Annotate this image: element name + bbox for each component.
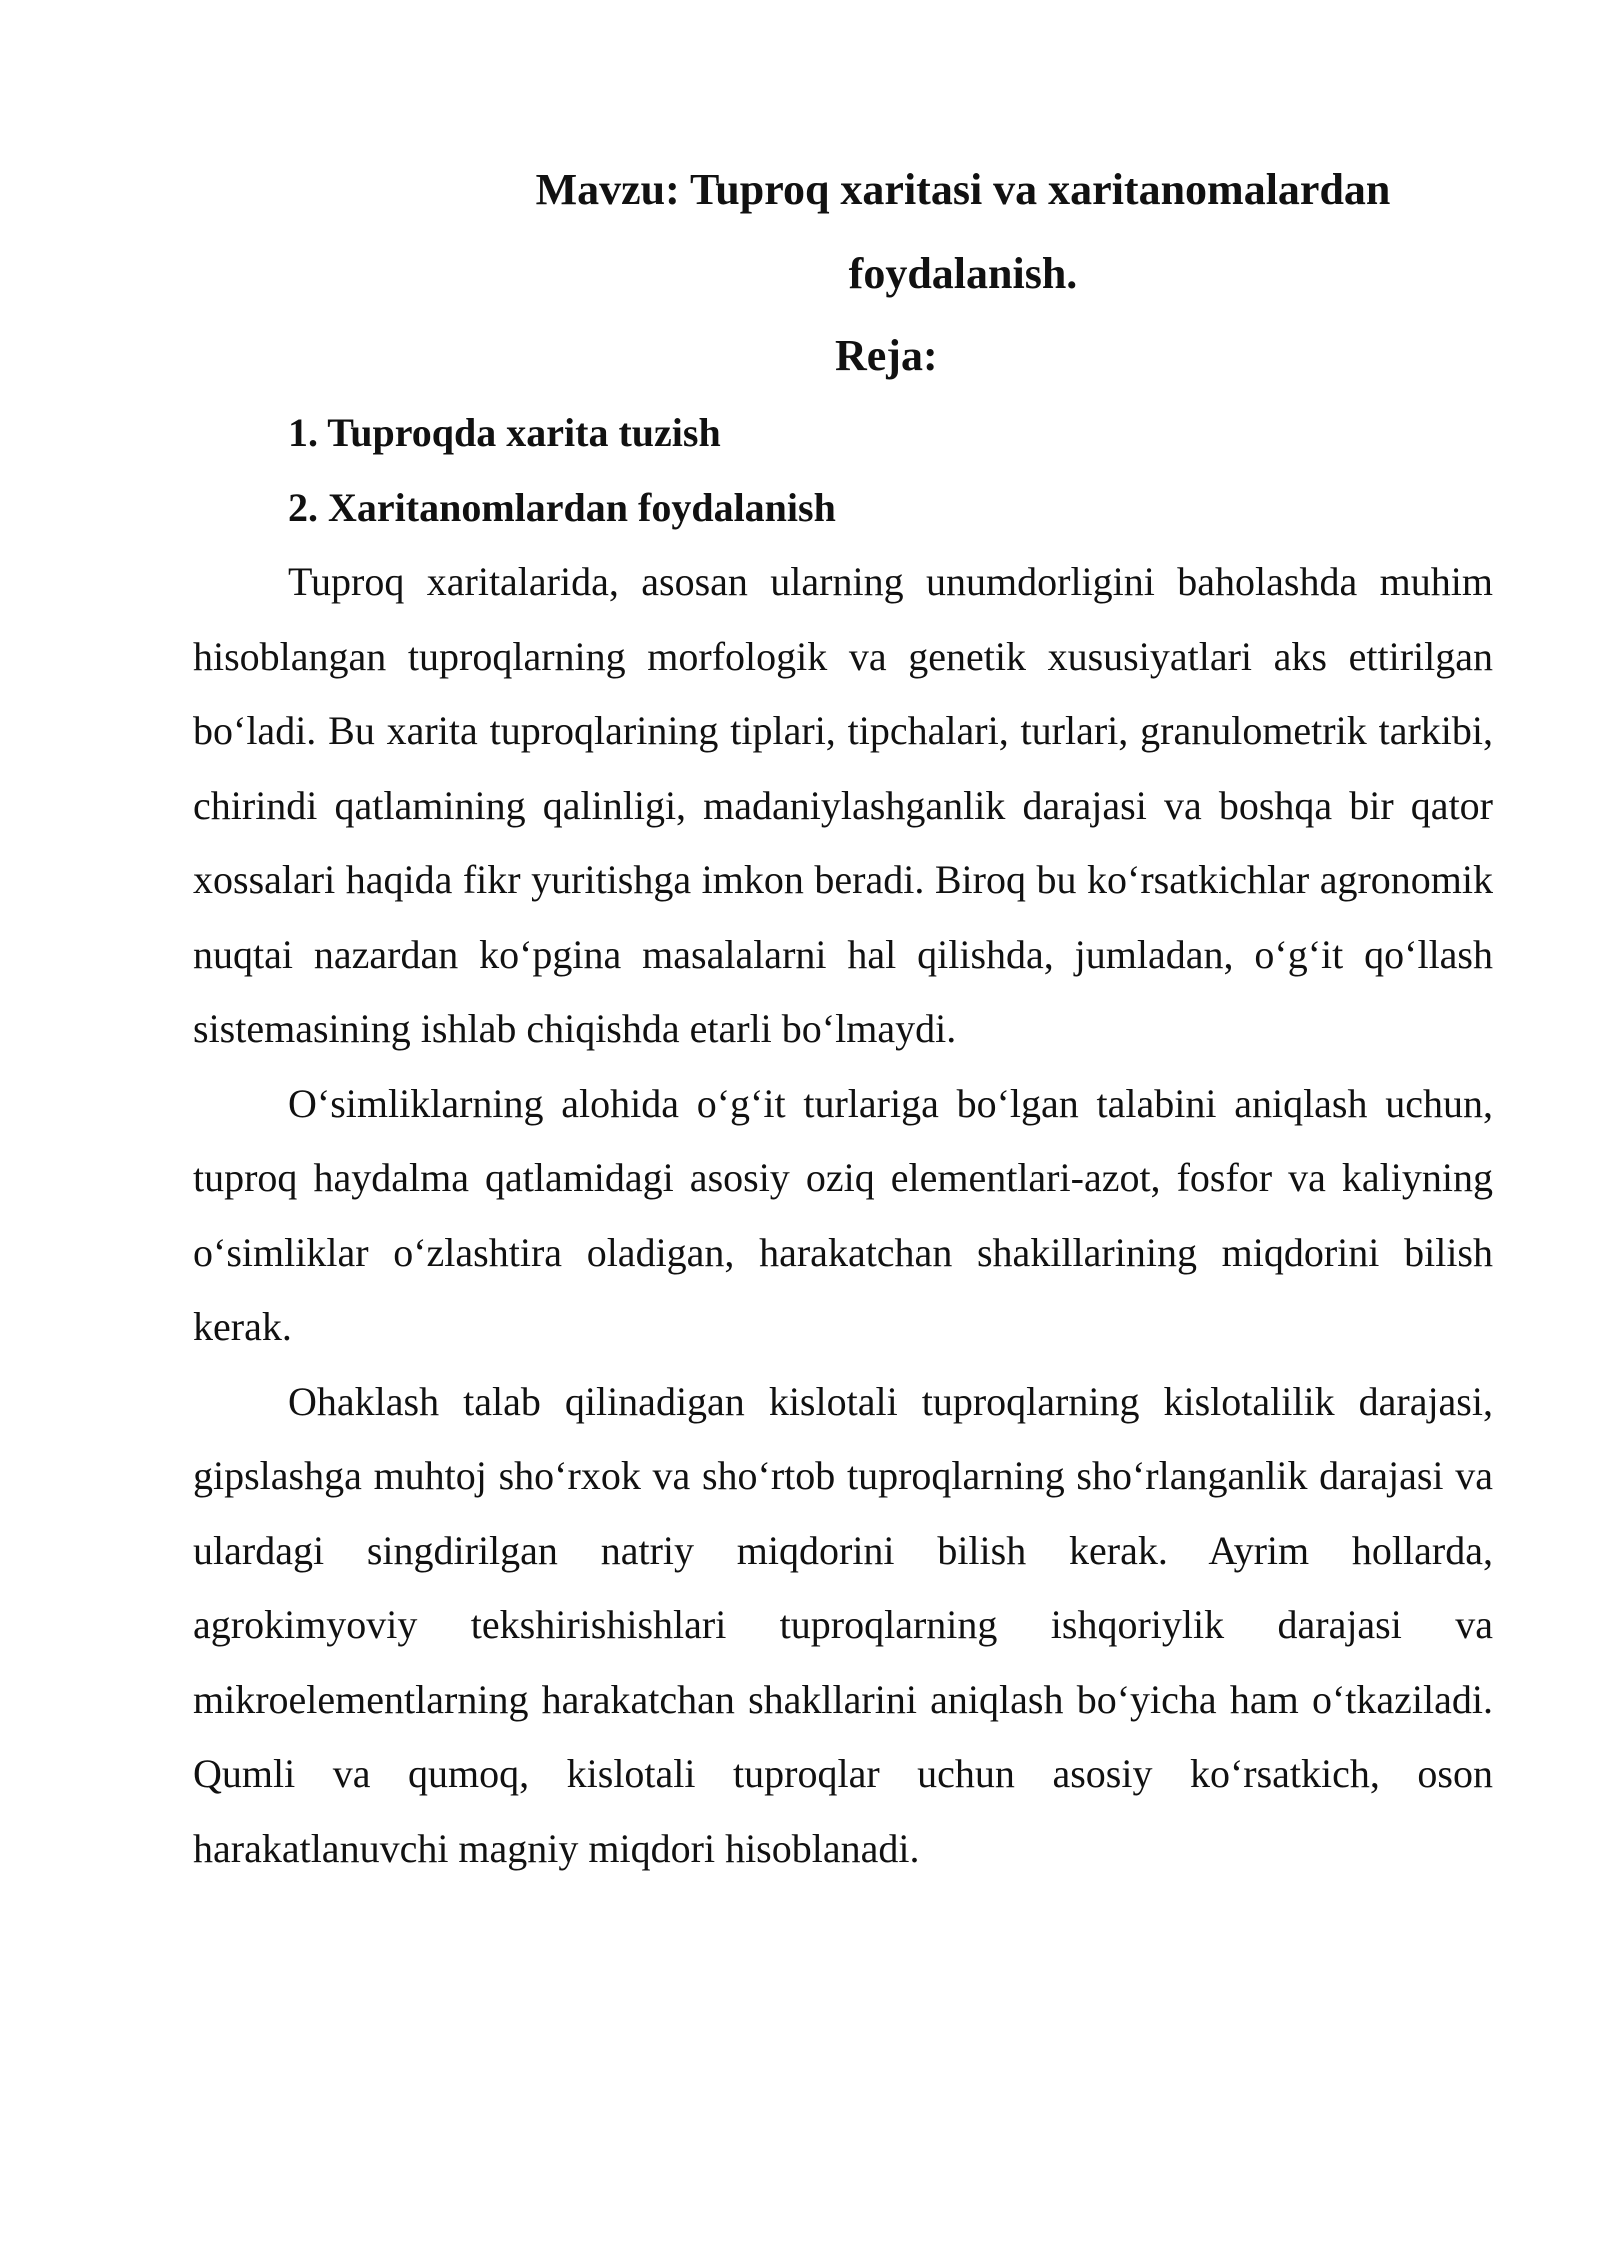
plan-item: 1. Tuproqda xarita tuzish [288,410,721,455]
document-title [193,148,1493,316]
plan-heading: Reja: [835,331,938,380]
plan-list [193,396,1493,545]
title-line-2: foydalanish. [848,249,1078,298]
document-body [193,148,1493,1886]
body-paragraph: O‘simliklarning alohida o‘g‘it turlariga bo‘lgan talabini aniqlash uchun, tuproq haydalma qatlamidagi asosiy oziq elementlari-azot, fosfor va kaliyning o‘simliklar o‘zlashtira oladigan, harakatchan shakillarining miqdorini bilish kerak. [193,1080,1493,1349]
body-paragraph: Ohaklash talab qilinadigan kislotali tuproqlarning kislotalilik darajasi, gipslashga muhtoj sho‘rxok va sho‘rtob tuproqlarning sho‘rlanganlik darajasi va ulardagi singdirilgan natriy miqdorini bilish kerak. Ayrim hollarda, agrokimyoviy tekshirishishlari tuproqlarning ishqoriylik darajasi va mikroelementlarning harakatchan shakllarini aniqlash bo‘yicha ham o‘tkaziladi. Qumli va qumoq, kislotali tuproqlar uchun asosiy ko‘rsatkich, oson harakatlanuvchi magniy miqdori hisoblanadi. [193,1378,1493,1871]
title-line-1: Mavzu: Tuproq xaritasi va xaritanomalardan [535,165,1391,214]
plan-item: 2. Xaritanomlardan foydalanish [288,484,836,530]
body-paragraph: Tuproq xaritalarida, asosan ularning unumdorligini baholashda muhim hisoblangan tuproqlarning morfologik va genetik xususiyatlari aks ettirilgan bo‘ladi. Bu xarita tuproqlarining tiplari, tipchalari, turlari, granulometrik tarkibi, chirindi qatlamining qalinligi, madaniylashganlik darajasi va boshqa bir qator xossalari haqida fikr yuritishga imkon beradi. Biroq bu ko‘rsatkichlar agronomik nuqtai nazardan ko‘pgina masalalarni hal qilishda, jumladan, o‘g‘it qo‘llash sistemasining ishlab chiqishda etarli bo‘lmaydi. [193,559,1493,1051]
